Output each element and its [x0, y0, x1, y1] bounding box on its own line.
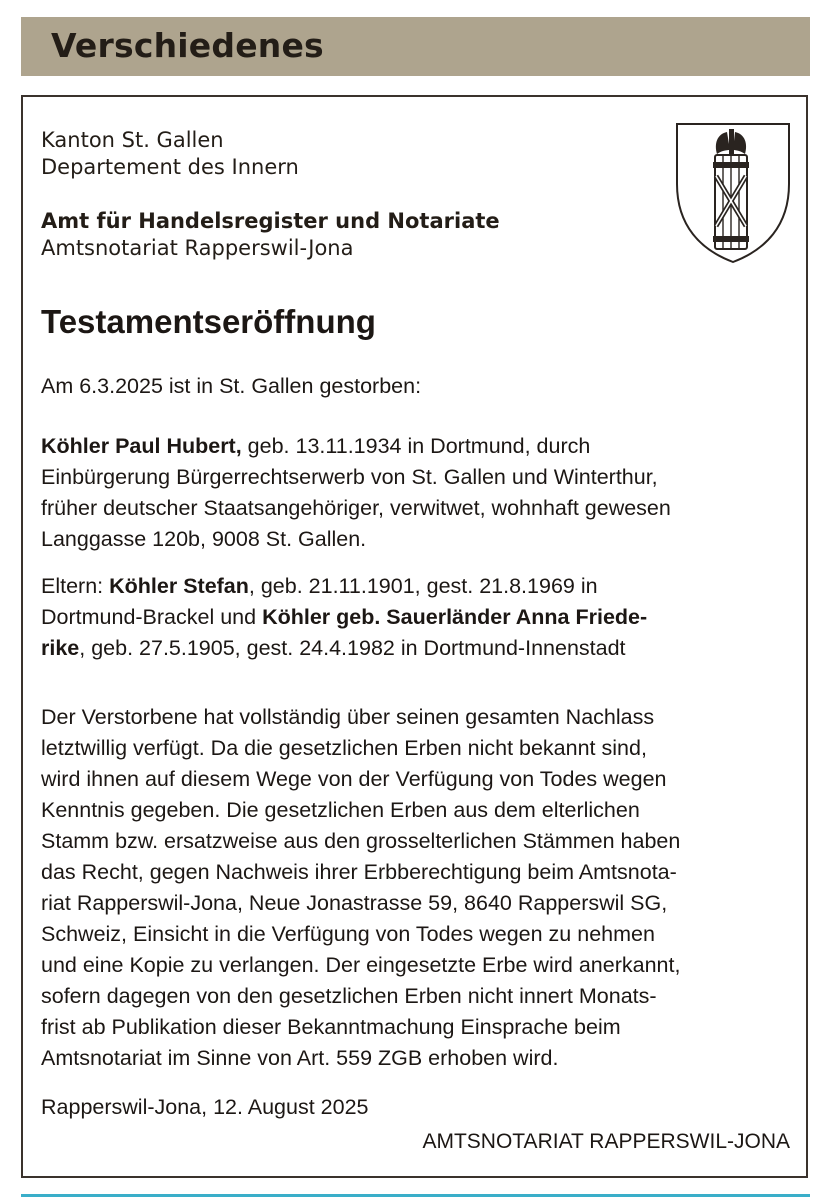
mother-name-part2: rike [41, 636, 80, 660]
body-line: letztwillig verfügt. Da die gesetzlichen Erben nicht bekannt sind, [41, 736, 647, 760]
body-line: Stamm bzw. ersatzweise aus den grosselterlichen Stämmen haben [41, 829, 681, 853]
issuer-office: Amt für Handelsregister und Notariate [41, 209, 500, 233]
bottom-accent-line [21, 1194, 810, 1197]
parents-line-3 [41, 633, 786, 664]
deceased-birth: geb. 13.11.1934 in Dortmund, durch [241, 434, 591, 458]
father-name: Köhler Stefan [109, 574, 249, 598]
father-place: Dortmund-Brackel und [41, 605, 263, 629]
body-line: und eine Kopie zu verlangen. Der eingesetzte Erbe wird anerkannt, [41, 953, 681, 977]
parents-line-1 [41, 571, 786, 602]
body-line: Der Verstorbene hat vollständig über seinen gesamten Nachlass [41, 705, 655, 729]
signature: AMTSNOTARIAT RAPPERSWIL-JONA [422, 1130, 790, 1153]
section-header [21, 17, 810, 76]
father-details: , geb. 21.11.1901, gest. 21.8.1969 in [248, 574, 598, 598]
parents-paragraph [41, 571, 786, 664]
body-line: riat Rapperswil-Jona, Neue Jonastrasse 59, 8640 Rapperswil SG, [41, 891, 668, 915]
parents-line-2 [41, 602, 786, 633]
deceased-paragraph [41, 431, 786, 555]
deceased-name: Köhler Paul Hubert, [41, 434, 242, 458]
section-title: Verschiedenes [51, 26, 324, 65]
issuer-block [41, 127, 500, 262]
body-line: sofern dagegen von den gesetzlichen Erben nicht innert Monats- [41, 984, 657, 1008]
issuer-department: Departement des Innern [41, 155, 299, 179]
deceased-line-3: früher deutscher Staatsangehöriger, verwitwet, wohnhaft gewesen [41, 496, 671, 520]
place-date: Rapperswil-Jona, 12. August 2025 [41, 1095, 369, 1119]
notice-title: Testamentseröffnung [41, 303, 376, 340]
body-line: das Recht, gegen Nachweis ihrer Erbberechtigung beim Amtsnota- [41, 860, 677, 884]
intro-text: Am 6.3.2025 ist in St. Gallen gestorben: [41, 374, 422, 398]
mother-name-part1: Köhler geb. Sauerländer Anna Friede- [262, 605, 648, 629]
issuer-sub-office: Amtsnotariat Rapperswil-Jona [41, 236, 354, 260]
st-gallen-coat-of-arms-icon [673, 120, 793, 266]
deceased-line-2: Einbürgerung Bürgerrechtserwerb von St. Gallen und Winterthur, [41, 465, 658, 489]
body-line: Schweiz, Einsicht in die Verfügung von Todes wegen zu nehmen [41, 922, 655, 946]
body-line: wird ihnen auf diesem Wege von der Verfügung von Todes wegen [41, 767, 667, 791]
body-line: Amtsnotariat im Sinne von Art. 559 ZGB erhoben wird. [41, 1046, 559, 1070]
main-paragraph [41, 702, 786, 1074]
notice-box [21, 95, 808, 1178]
issuer-canton: Kanton St. Gallen [41, 128, 224, 152]
deceased-line-4: Langgasse 120b, 9008 St. Gallen. [41, 527, 367, 551]
body-line: frist ab Publikation dieser Bekanntmachung Einsprache beim [41, 1015, 621, 1039]
mother-details: , geb. 27.5.1905, gest. 24.4.1982 in Dortmund-Innenstadt [79, 636, 626, 660]
deceased-line-1 [41, 431, 786, 462]
place-date-paragraph [41, 1092, 786, 1123]
body-line: Kenntnis gegeben. Die gesetzlichen Erben aus dem elterlichen [41, 798, 640, 822]
parents-label: Eltern: [41, 574, 110, 598]
intro-paragraph [41, 371, 786, 402]
